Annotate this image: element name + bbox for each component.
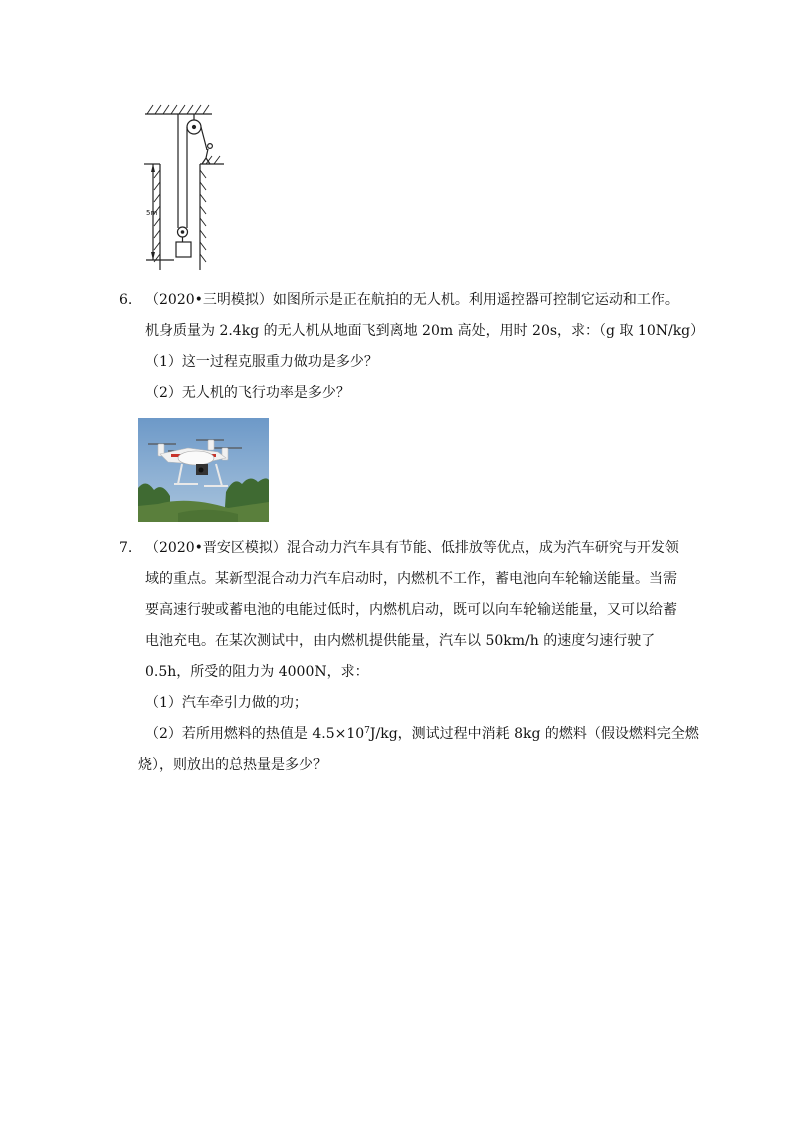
- dimension-label: 5m: [146, 209, 158, 217]
- question-text-line: 0.5h，所受的阻力为 4000N，求：: [145, 664, 369, 680]
- exponent: 7: [364, 726, 370, 736]
- question-text-line: 机身质量为 2.4kg 的无人机从地面飞到离地 20m 高处，用时 20s，求：（g 取 10N/kg）: [145, 323, 705, 339]
- sub-question-2: （2）无人机的飞行功率是多少？: [145, 385, 350, 401]
- sub-question-2: [145, 719, 699, 750]
- question-number: 7.: [119, 540, 133, 556]
- sub-question-2-suffix: J/kg，测试过程中消耗 8kg 的燃料（假设燃料完全燃: [369, 726, 699, 742]
- question-number: 6.: [119, 292, 133, 308]
- sub-question-2-continuation: 烧），则放出的总热量是多少？: [138, 757, 327, 773]
- sub-question-1: （1）汽车牵引力做的功；: [145, 695, 308, 711]
- question-text-line: 域的重点。某新型混合动力汽车启动时，内燃机不工作，蓄电池向车轮输送能量。当需: [145, 571, 677, 587]
- sub-question-2-prefix: （2）若所用燃料的热值是 4.5×10: [145, 726, 365, 742]
- question-text-line: （2020•三明模拟）如图所示是正在航拍的无人机。利用遥控器可控制它运动和工作。: [145, 292, 679, 308]
- question-text-line: 要高速行驶或蓄电池的电能过低时，内燃机启动，既可以向车轮输送能量，又可以给蓄: [145, 602, 677, 618]
- drone-photo: [138, 418, 269, 522]
- question-text-line: 电池充电。在某次测试中，由内燃机提供能量，汽车以 50km/h 的速度匀速行驶了: [145, 633, 656, 649]
- sub-question-1: （1）这一过程克服重力做功是多少？: [145, 354, 378, 370]
- pulley-diagram: [140, 100, 230, 275]
- question-text-line: （2020•晋安区模拟）混合动力汽车具有节能、低排放等优点，成为汽车研究与开发领: [145, 540, 679, 556]
